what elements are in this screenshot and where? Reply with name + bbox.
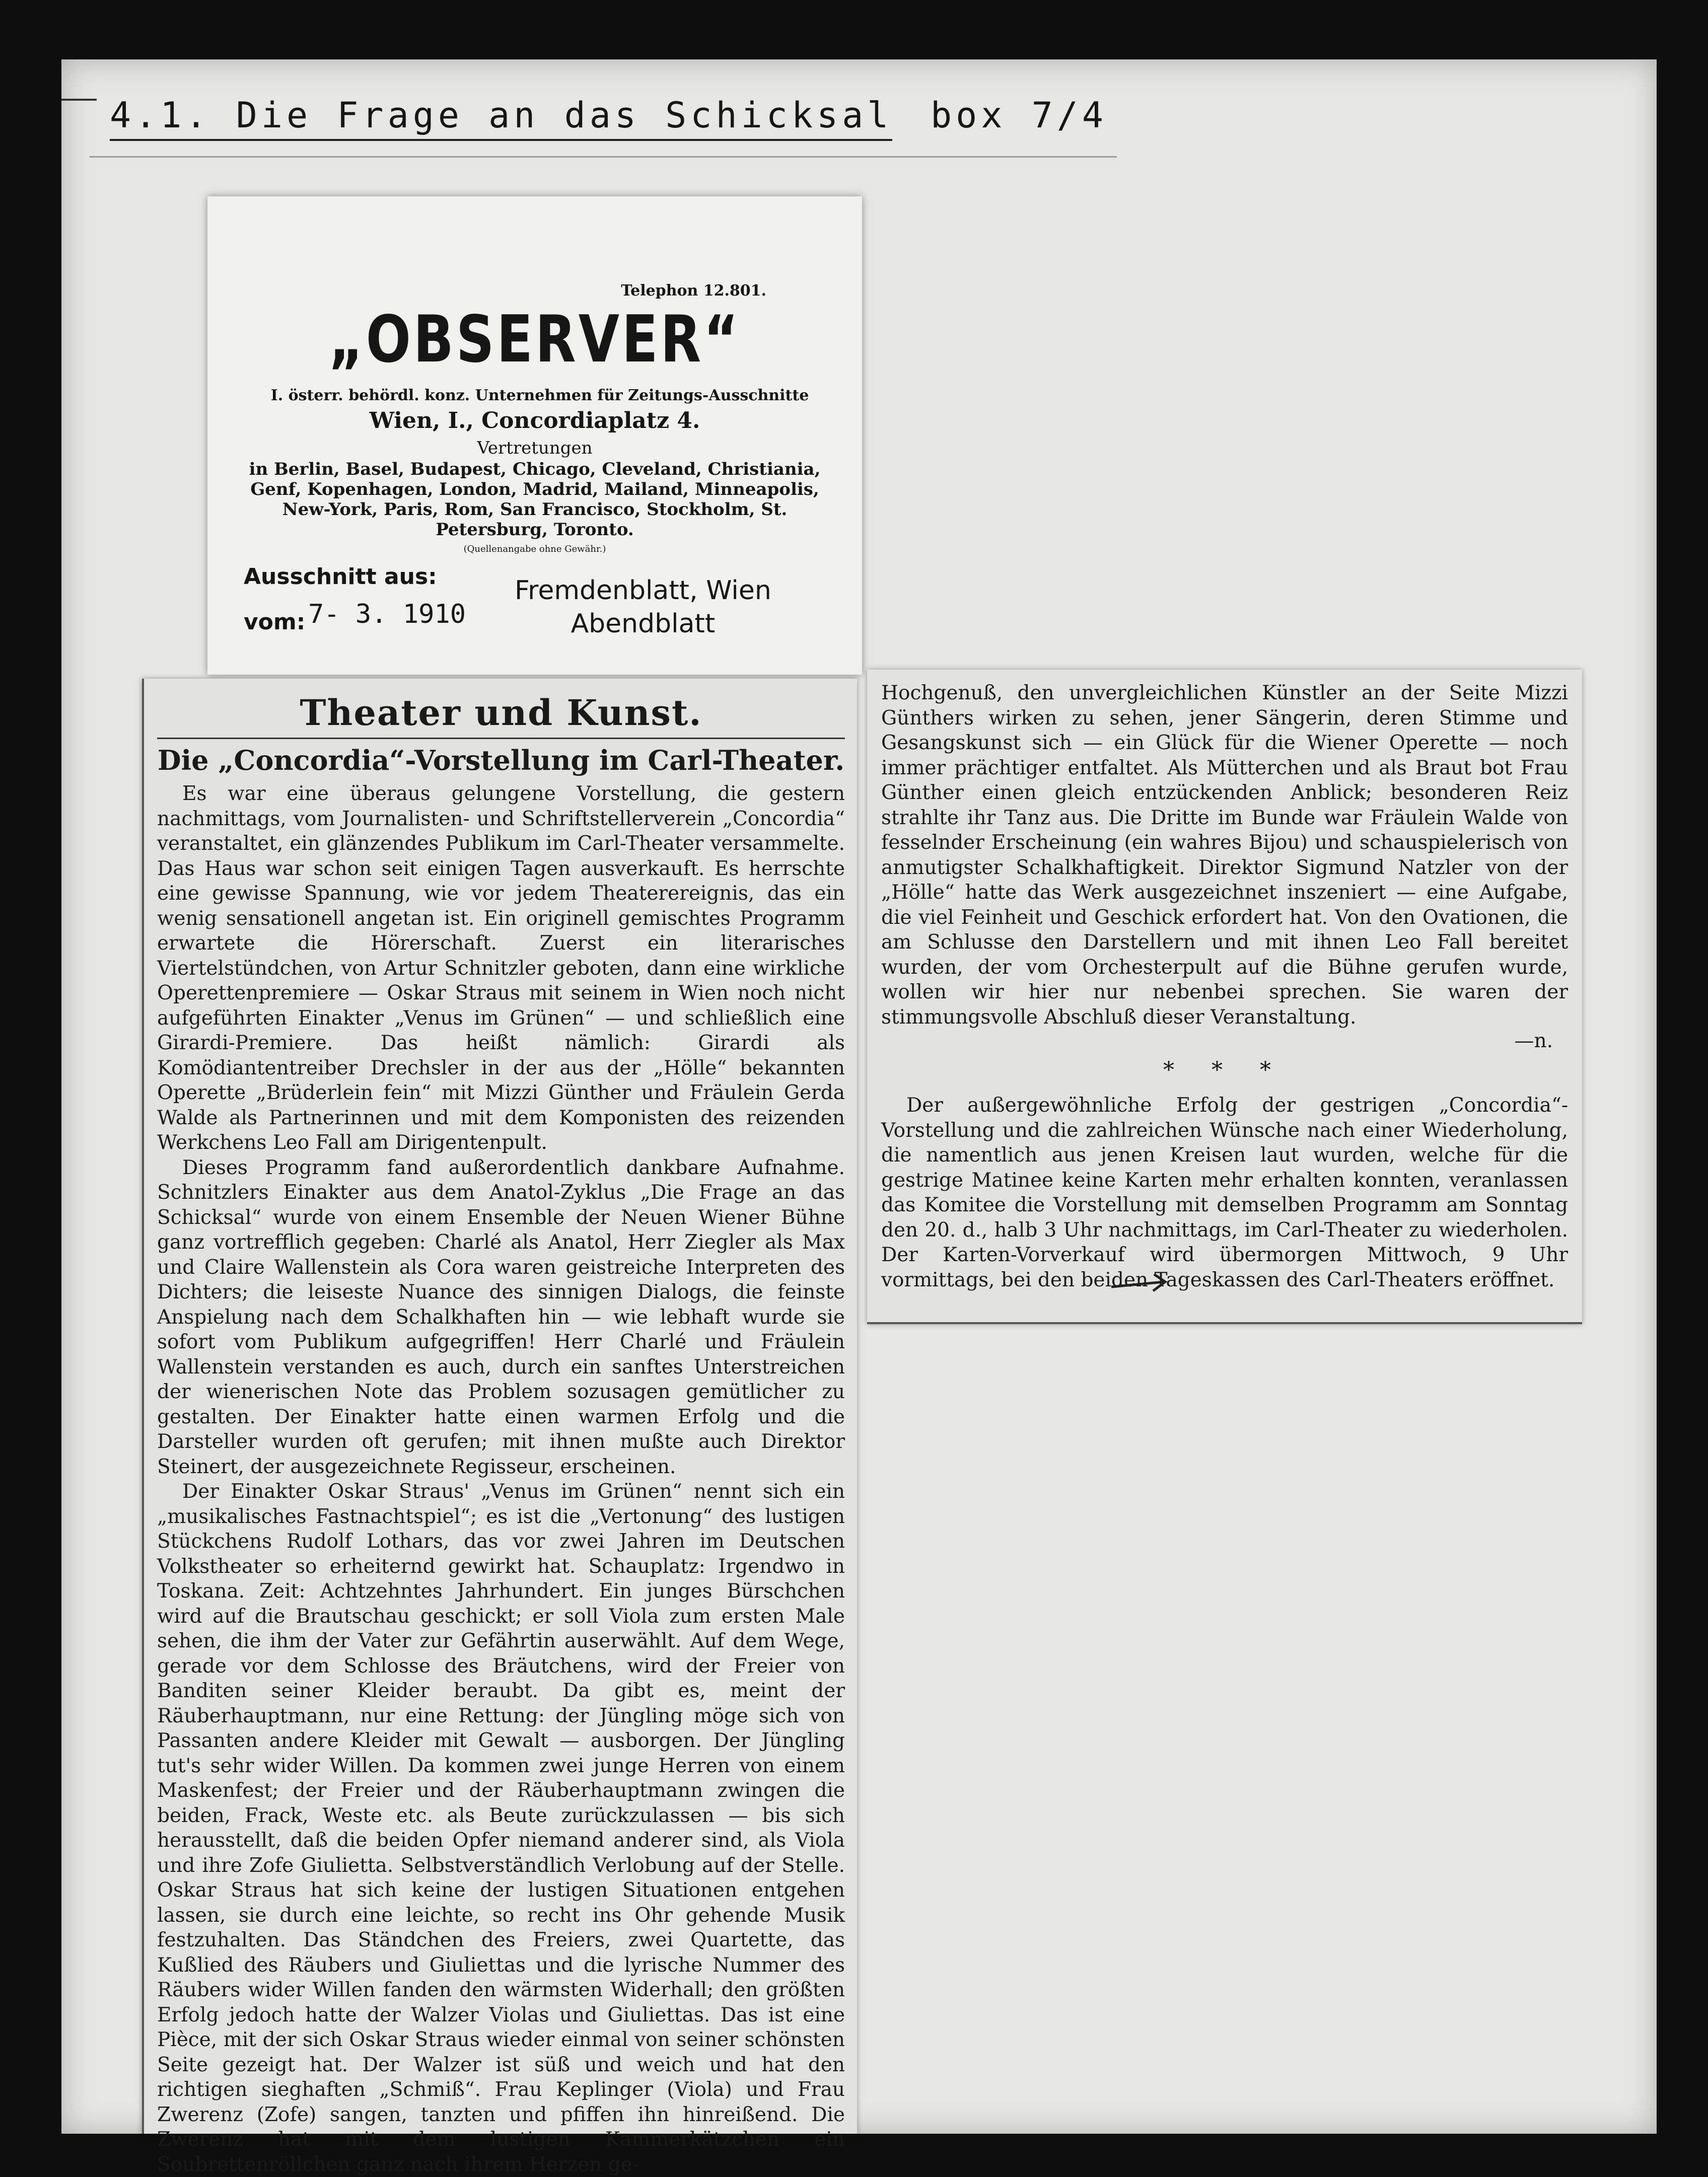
stamp-source-note: (Quellenangabe ohne Gewähr.)	[463, 544, 606, 554]
margin-tick-mark	[61, 99, 97, 101]
box-number: box 7/4	[931, 95, 1108, 136]
stamp-brand: „OBSERVER“	[328, 302, 741, 377]
article-clipping-right	[867, 670, 1582, 1324]
folder-title: 4.1. Die Frage an das Schicksal	[110, 95, 892, 141]
stamp-address: Wien, I., Concordiaplatz 4.	[369, 408, 700, 433]
article-paragraph: Dieses Programm fand außerordentlich dankbare Aufnahme. Schnitzlers Einakter aus dem Anatol-Zyklus „Die Frage an das Schicksal“ wurde von einem Ensemble der Neuen Wiener Bühne ganz vortrefflich gegeben: Charlé als Anatol, Herr Ziegler als Max und Claire Wallenstein als Cora waren geistreiche Interpreten des Dichters; die leiseste Nuance des sinnigen Dialogs, die feinste Anspielung nach dem Schalkhaften hin — wie lebhaft wurde sie sofort vom Publikum aufgegriffen! Herr Charlé und Fräulein Wallenstein verstanden es auch, durch ein sanftes Unterstreichen der wienerischen Note das Problem sozusagen gemütlicher zu gestalten. Der Einakter hatte einen warmen Erfolg und die Darsteller wurden oft gerufen; mit ihnen mußte auch Direktor Steinert, der ausgezeichnete Regisseur, erscheinen.	[157, 1156, 845, 1478]
observer-clipping-stamp	[207, 196, 862, 675]
article-clipping-left	[142, 679, 857, 2176]
stamp-newspaper-line2: Abendblatt	[571, 609, 716, 639]
article-heading: Die „Concordia“-Vorstellung im Carl-Theater.	[157, 738, 845, 776]
folder-header	[110, 95, 1108, 150]
stamp-newspaper-name	[515, 574, 771, 640]
stamp-date: 7- 3. 1910	[308, 599, 466, 629]
article-signature: —n.	[1514, 1030, 1553, 1052]
stamp-ausschnitt-label: Ausschnitt aus:	[244, 564, 437, 590]
section-separator: * * *	[1163, 1057, 1286, 1083]
article-paragraph: Hochgenuß, den unvergleichlichen Künstler an der Seite Mizzi Günthers wirken zu sehen, jener Sängerin, deren Stimme und Gesangskunst sich — ein Glück für die Wiener Operette — noch immer prächtiger entfaltet. Als Mütterchen und als Braut bot Frau Günther einen gleich entzückenden Anblick; besonderen Reiz strahlte ihr Tanz aus. Die Dritte im Bunde war Fräulein Walde von fesselnder Erscheinung (ein wahres Bijou) und schauspielerisch von anmutigster Schalkhaftigkeit. Direktor Sigmund Natzler von der „Hölle“ hatte das Werk ausgezeichnet inszeniert — eine Aufgabe, die viel Feinheit und Geschick erfordert hat. Von den Ovationen, die am Schlusse den Darstellern und mit ihnen Leo Fall bereitet wurden, der vom Orchesterpult auf die Bühne gerufen wurde, wollen wir hier nur nebenbei sprechen. Sie waren der stimmungsvolle Abschluß dieser Veranstaltung.	[881, 682, 1568, 1029]
article-paragraph: Der Einakter Oskar Straus' „Venus im Grünen“ nennt sich ein „musikalisches Fastnachtspiel“; es ist die „Vertonung“ des lustigen Stückchens Rudolf Lothars, das vor zwei Jahren im Deutschen Volkstheater so erheiternd gewirkt hat. Schauplatz: Irgendwo in Toskana. Zeit: Achtzehntes Jahrhundert. Ein junges Bürschchen wird auf die Brautschau geschickt; er soll Viola zum ersten Male sehen, die ihm der Vater zur Gefährtin auserwählt. Auf dem Wege, gerade vor dem Schlosse des Bräutchens, wird der Freier von Banditen seiner Kleider beraubt. Da gibt es, meint der Räuberhauptmann, nur eine Rettung: der Jüngling möge sich von Passanten andere Kleider mit Gewalt — ausborgen. Der Jüngling tut's sehr wider Willen. Da kommen zwei junge Herren von einem Maskenfest; der Freier und der Räuberhauptmann zwingen die beiden, Frack, Weste etc. als Beute zurückzulassen — bis sich herausstellt, daß die beiden Opfer niemand anderer sind, als Viola und ihre Zofe Giulietta. Selbstverständlich Verlobung auf der Stelle. Oskar Straus hat sich keine der lustigen Situationen entgehen lassen, sie durch eine leichte, so recht ins Ohr gehende Musik festzuhalten. Das Ständchen des Freiers, zwei Quartette, das Kußlied des Räubers und Giuliettas und die lyrische Nummer des Räubers wider Willen fanden den wärmsten Widerhall; den größten Erfolg jedoch hatte der Walzer Violas und Giuliettas. Das ist eine Pièce, mit der sich Oskar Straus wieder einmal von seiner schönsten Seite gezeigt hat. Der Walzer ist süß und weich und hat den richtigen sieghaften „Schmiß“. Frau Keplinger (Viola) und Frau Zwerenz (Zofe) sangen, tanzten und pfiffen ihn hinreißend. Die Zwerenz hat mit dem lustigen Kammerkätzchen ein Soubrettenröllchen ganz nach ihrem Herzen ge-	[157, 1480, 845, 2176]
header-rule	[90, 156, 1117, 158]
stamp-vom-label: vom:	[244, 609, 306, 635]
stamp-newspaper-line1: Fremdenblatt, Wien	[515, 575, 771, 606]
pencil-arrow-icon	[1109, 1267, 1169, 1297]
stamp-telephone: Telephon 12.801.	[621, 282, 766, 300]
stamp-vertretungen: Vertretungen	[477, 438, 593, 458]
article-paragraph: Der außergewöhnliche Erfolg der gestrigen „Concordia“-Vorstellung und die zahlreichen Wünsche nach einer Wiederholung, die namentlich aus jenen Kreisen laut wurden, welche für die gestrige Matinee keine Karten mehr erhalten konnten, veranlassen das Komitee die Vorstellung mit demselben Programm am Sonntag den 20. d., halb 3 Uhr nachmittags, im Carl-Theater zu wiederholen. Der Karten-Vorverkauf wird übermorgen Mittwoch, 9 Uhr vormittags, bei den beiden Tageskassen des Carl-Theaters eröffnet.	[881, 1094, 1568, 1291]
article-paragraph: Es war eine überaus gelungene Vorstellung, die gestern nachmittags, vom Journalisten- und Schriftstellerverein „Concordia“ veranstaltet, ein glänzendes Publikum im Carl-Theater versammelte. Das Haus war schon seit einigen Tagen ausverkauft. Es herrschte eine gewisse Spannung, wie vor jedem Theaterereignis, das ein wenig sensationell angetan ist. Ein originell gemischtes Programm erwartete die Hörerschaft. Zuerst ein literarisches Viertelstündchen, von Artur Schnitzler geboten, dann eine wirkliche Operettenpremiere — Oskar Straus mit seinem in Wien noch nicht aufgeführten Einakter „Venus im Grünen“ — und schließlich eine Girardi-Premiere. Das heißt nämlich: Girardi als Komödiantentreiber Drechsler in der aus der „Hölle“ bekannten Operette „Brüderlein fein“ mit Mizzi Günther und Fräulein Gerda Walde als Partnerinnen und mit dem Komponisten des reizenden Werkchens Leo Fall am Dirigentenpult.	[157, 782, 845, 1154]
stamp-cities: in Berlin, Basel, Budapest, Chicago, Cleveland, Christiania, Genf, Kopenhagen, London, Madrid, Mailand, Minneapolis, New-York, Paris, Rom, San Francisco, Stockholm, St. Petersburg, Toronto.	[249, 459, 821, 540]
stamp-subtitle: I. österr. behördl. konz. Unternehmen für Zeitungs-Ausschnitte	[270, 387, 809, 404]
section-title: Theater und Kunst.	[300, 692, 702, 734]
